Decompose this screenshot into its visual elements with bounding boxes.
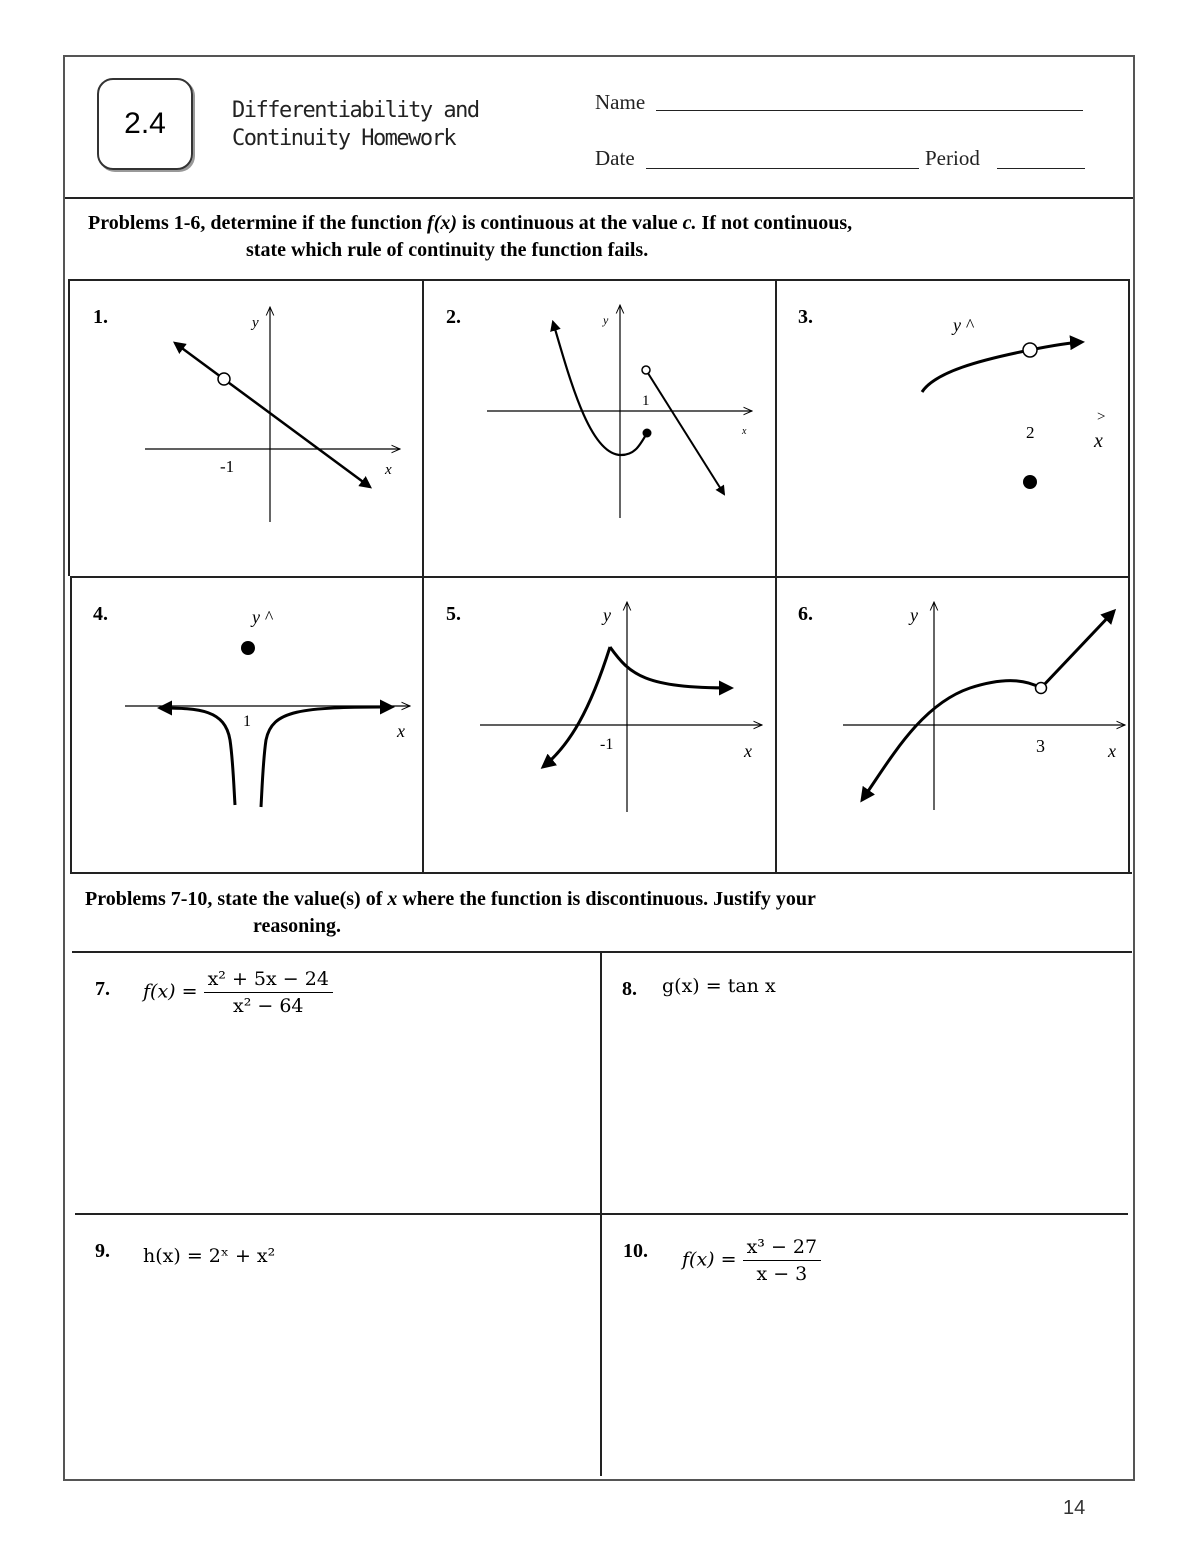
part2-instructions [85,886,816,940]
graph-1-tick-label: -1 [220,457,235,476]
graph-5 [480,602,762,812]
problem-7-denominator: x² − 64 [232,995,304,1017]
part2-instr-text-b: where the function is discontinuous. Justify your [402,888,816,910]
part2-instr-x: x [387,888,398,910]
problem-7-lhs: f(x) = [143,980,198,1003]
part2-instr-text-a: Problems 7-10, state the value(s) of [85,888,383,910]
name-label: Name [595,90,646,114]
graph-2-tick-label: 1 [642,393,650,409]
instr-text-b: is continuous at the value [462,212,678,234]
graph-1-y-label: y [252,315,259,331]
graph-6-open-point [1036,683,1047,694]
part2-instructions-line1 [85,886,816,913]
graph-4-left-branch [160,708,235,805]
title-line-1: Differentiability and [232,98,479,123]
graph-3-arrow-glyph: > [1097,409,1106,425]
graph-5-tick-label: -1 [600,736,614,753]
problem-8-expression: g(x) = tan x [662,975,776,997]
part2-top-divider [72,951,1132,953]
graph-2-left-curve [553,322,647,455]
problem-7-expression [143,968,333,1017]
graph-6-curve [862,681,1041,800]
graph-4-right-branch [261,707,392,807]
graph-3-y-label: y ^ [953,315,974,335]
graph-2-x-label: x [742,426,747,437]
graph-2-open-point [642,366,650,374]
part2-instructions-line2: reasoning. [253,915,341,937]
graph-6-tick-label: 3 [1036,736,1045,756]
graph-2-y-label: y [603,313,609,327]
graph-4 [125,607,410,807]
graph-1-open-point [218,373,230,385]
problem-8-number: 8. [622,978,637,1000]
problem-7-fraction [204,968,333,1017]
instr-text-a: Problems 1-6, determine if the function [88,212,423,234]
problem-10-lhs: f(x) = [682,1248,737,1271]
graph-2 [487,305,752,518]
graph-4-x-label: x [397,721,405,741]
page-number: 14 [1063,1497,1086,1519]
problem-10-numerator: x³ − 27 [743,1236,822,1261]
graph-3-open-point [1023,343,1037,357]
problem-3-number: 3. [798,306,813,328]
graph-3-closed-point [1023,475,1037,489]
graph-1-x-label: x [385,462,392,478]
part2-column-divider [600,952,602,1476]
graph-4-y-label: y ^ [252,607,273,627]
problem-6-number: 6. [798,603,813,625]
problem-9-number: 9. [95,1240,110,1262]
problem-10-expression [682,1236,821,1285]
title-line-2: Continuity Homework [232,126,456,151]
graph-3-x-label: x [1094,430,1103,452]
graph-4-tick-label: 1 [243,713,251,730]
problem-4-number: 4. [93,603,108,625]
graph-1-curve [175,343,370,487]
instr-text-c: If not continuous, [701,212,853,234]
problem-10-number: 10. [623,1240,648,1262]
graph-1 [145,307,400,522]
problem-5-number: 5. [446,603,461,625]
graph-2-closed-point [643,429,652,438]
instr-fx: f(x) [427,212,458,234]
graph-5-x-label: x [744,741,752,761]
graph-4-closed-point [241,641,255,655]
problem-9-expression: h(x) = 2ˣ + x² [143,1245,276,1267]
problem-10-fraction [743,1236,822,1285]
problem-1-number: 1. [93,306,108,328]
graph-6-right-line [1041,611,1114,688]
problem-10-denominator: x − 3 [756,1263,808,1285]
section-number: 2.4 [124,107,166,140]
date-label: Date [595,146,635,170]
instr-c: c. [682,212,697,234]
problem-7-number: 7. [95,978,110,1000]
graph-2-right-line [646,370,724,494]
graph-3 [922,315,1105,489]
graph-5-right-curve [610,647,731,688]
graph-3-curve [922,342,1082,392]
problem-2-number: 2. [446,306,461,328]
graph-3-tick-label: 2 [1026,423,1035,442]
graph-6-y-label: y [910,605,918,625]
problem-7-numerator: x² + 5x − 24 [204,968,333,993]
part1-instructions-line2: state which rule of continuity the function fails. [246,239,649,261]
graph-6-x-label: x [1108,741,1116,761]
graph-5-y-label: y [603,605,611,625]
graph-6 [843,602,1125,810]
period-label: Period [925,146,980,170]
